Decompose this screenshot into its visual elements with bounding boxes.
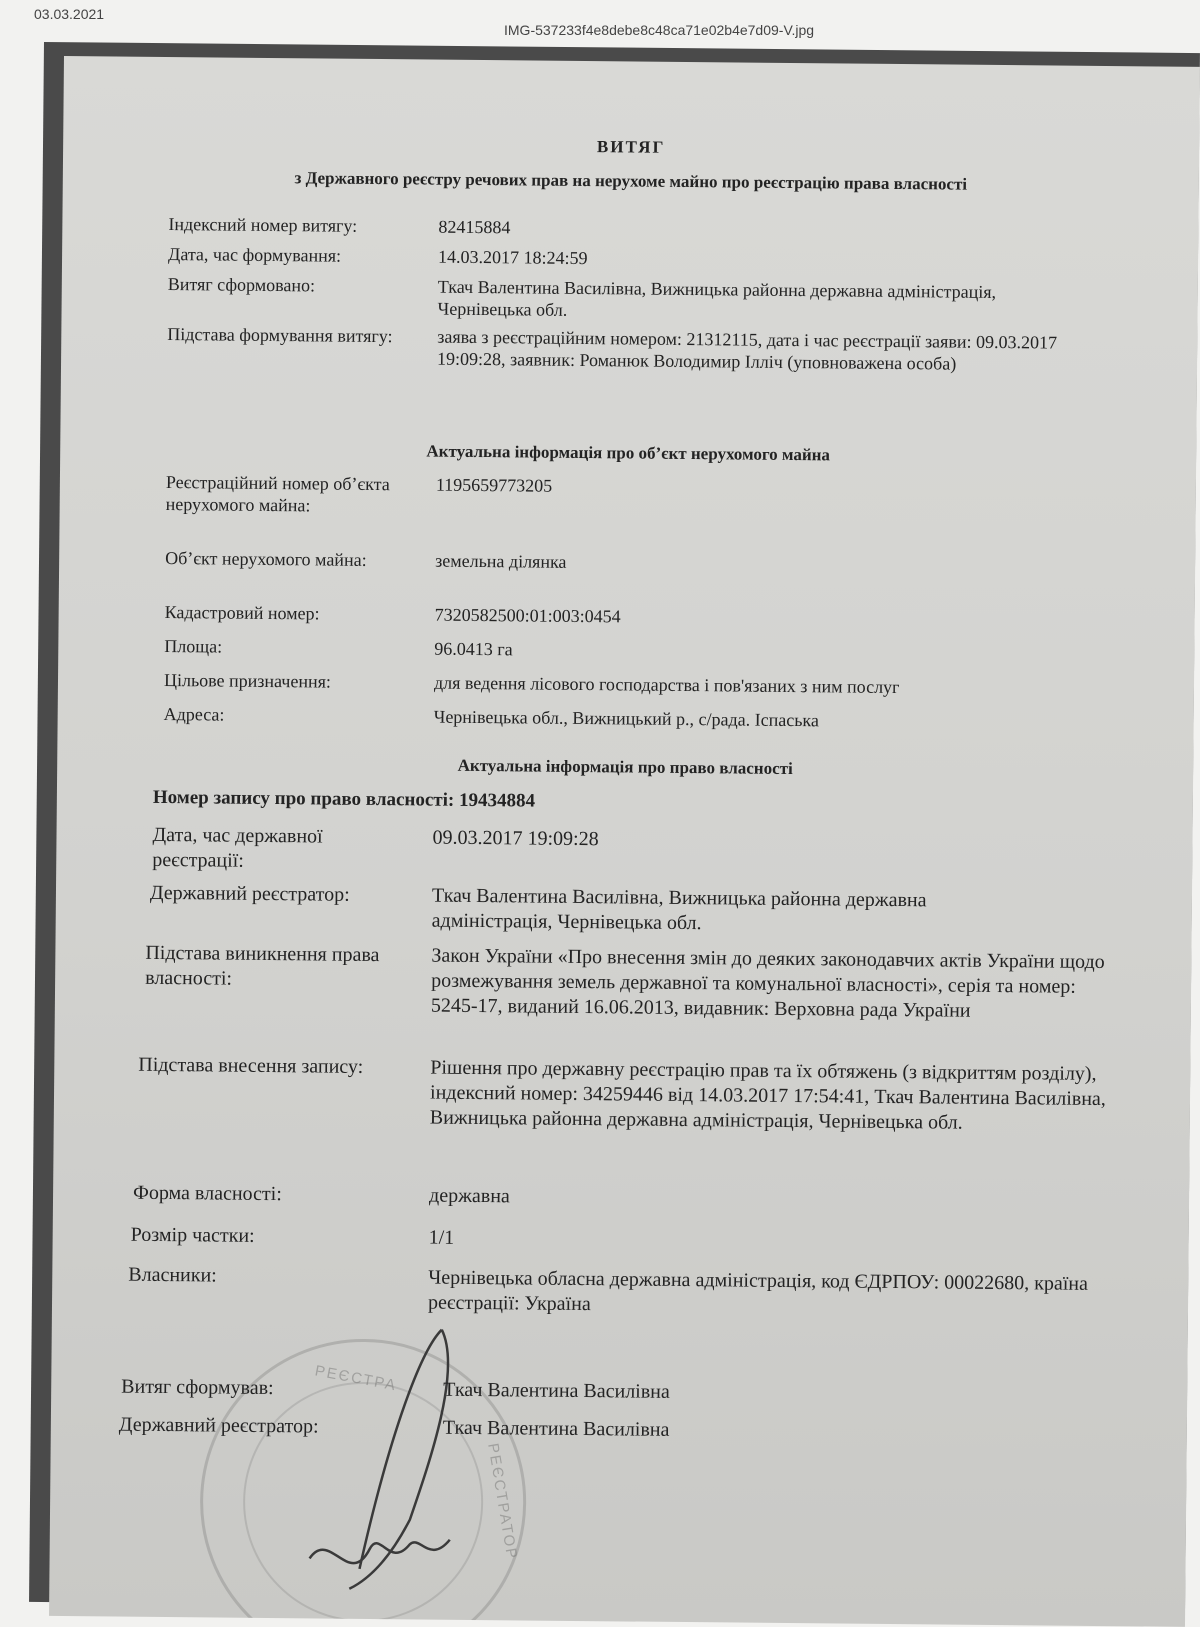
field-row — [52, 1262, 1188, 1316]
stamp-text: РЕЄСТРА — [313, 1362, 399, 1395]
handwritten-signature — [289, 1308, 512, 1610]
document-page — [49, 56, 1200, 1627]
field-value: 96.0413 га — [434, 638, 513, 660]
print-date: 03.03.2021 — [34, 6, 105, 22]
field-label: Витяг сформовано: — [167, 274, 316, 296]
field-row — [59, 600, 1195, 627]
field-row — [54, 1052, 1190, 1134]
field-value: державна — [428, 1184, 510, 1208]
field-row — [59, 546, 1195, 572]
property-section-heading: Актуальна інформація про об’єкт нерухомого майна — [426, 441, 831, 465]
field-value: земельна ділянка — [435, 550, 567, 572]
field-value: для ведення лісового господарства і пов'язаних з ним послуг — [433, 672, 900, 698]
field-value: 09.03.2017 19:09:28 — [432, 826, 599, 851]
signature-row — [51, 1412, 1187, 1441]
field-label: Кадастровий номер: — [164, 601, 320, 624]
field-row — [61, 322, 1197, 374]
field-row — [56, 940, 1192, 1022]
field-row — [63, 212, 1199, 238]
field-row — [60, 470, 1196, 516]
field-label: Підстава виникнення права власності: — [145, 941, 380, 990]
field-value: 14.03.2017 18:24:59 — [437, 246, 588, 269]
record-number-label: Номер запису про право власності: — [152, 786, 455, 811]
stamp-text: РЕЄСТРАТОР — [484, 1442, 521, 1562]
record-number: 19434884 — [458, 789, 536, 812]
field-value: Ткач Валентина Василівна, Вижницька районна державна адміністрація, Чернівецька обл. — [431, 884, 927, 935]
field-value: 1/1 — [428, 1226, 455, 1249]
field-row — [58, 634, 1194, 660]
signature-label: Державний реєстратор: — [118, 1413, 319, 1438]
signature-name: Ткач Валентина Василівна — [443, 1378, 670, 1403]
field-row — [56, 880, 1192, 935]
field-label: Індексний номер витягу: — [168, 214, 358, 236]
field-label: Цільове призначення: — [163, 669, 332, 692]
field-value: Чернівецька обл., Вижницький р., с/рада. Іспаська — [433, 706, 820, 731]
field-row — [57, 822, 1193, 872]
field-label: Підстава формування витягу: — [167, 324, 393, 347]
field-value: 1195659773205 — [435, 474, 553, 496]
field-label: Площа: — [164, 635, 223, 657]
record-number-line — [153, 787, 535, 813]
field-value: Закон України «Про внесення змін до деяких законодавчих актів України щодо розмежування земель державної та комунальної власності», серія та номер: 5245-17, виданий 16.06.2013, видавник: Верховна рада України — [430, 944, 1105, 1022]
field-row — [62, 272, 1198, 320]
field-label: Реєстраційний номер об’єкта нерухомого майна: — [165, 471, 390, 516]
field-row — [62, 242, 1198, 269]
field-row — [53, 1222, 1189, 1249]
field-value: заява з реєстраційним номером: 21312115, дата і час реєстрації заяви: 09.03.2017 19:09:28, заявник: Романюк Володимир Ілліч (уповноважена особа) — [437, 326, 1058, 374]
field-label: Підстава внесення запису: — [138, 1053, 364, 1078]
field-value: 82415884 — [438, 216, 511, 238]
field-label: Дата, час державної реєстрації: — [152, 823, 323, 872]
field-value: 7320582500:01:003:0454 — [434, 604, 621, 627]
field-value: Ткач Валентина Василівна, Вижницька районна державна адміністрація, Чернівецька обл. — [437, 276, 997, 320]
field-row — [53, 1180, 1189, 1208]
document-subtitle: з Державного реєстру речових прав на нерухоме майно про реєстрацію права власності — [294, 168, 968, 194]
field-label: Об’єкт нерухомого майна: — [165, 547, 367, 570]
field-value: Чернівецька обласна державна адміністрація, код ЄДРПОУ: 00022680, країна реєстрації: Україна — [427, 1266, 1089, 1316]
field-label: Розмір частки: — [130, 1223, 255, 1247]
signature-name: Ткач Валентина Василівна — [442, 1416, 670, 1441]
field-value: Рішення про державну реєстрацію прав та їх обтяжень (з відкриттям розділу), індексний номер: 34259446 від 14.03.2017 17:54:41, Ткач Валентина Василівна, Вижницька районна державна адміністрація, Чернівецька обл. — [429, 1056, 1106, 1134]
field-label: Форма власності: — [132, 1181, 282, 1206]
field-row — [58, 702, 1194, 731]
field-label: Власники: — [128, 1263, 217, 1287]
field-label: Державний реєстратор: — [149, 881, 350, 906]
ownership-section-heading: Актуальна інформація про право власності — [457, 755, 793, 779]
field-label: Адреса: — [163, 703, 225, 725]
field-label: Дата, час формування: — [168, 244, 342, 266]
field-row — [58, 668, 1194, 698]
signature-label: Витяг сформував: — [121, 1375, 274, 1400]
document-title: ВИТЯГ — [596, 137, 666, 157]
print-filename: IMG-537233f4e8debe8c48ca71e02b4e7d09-V.jpg — [504, 22, 815, 38]
print-header — [0, 0, 1200, 40]
